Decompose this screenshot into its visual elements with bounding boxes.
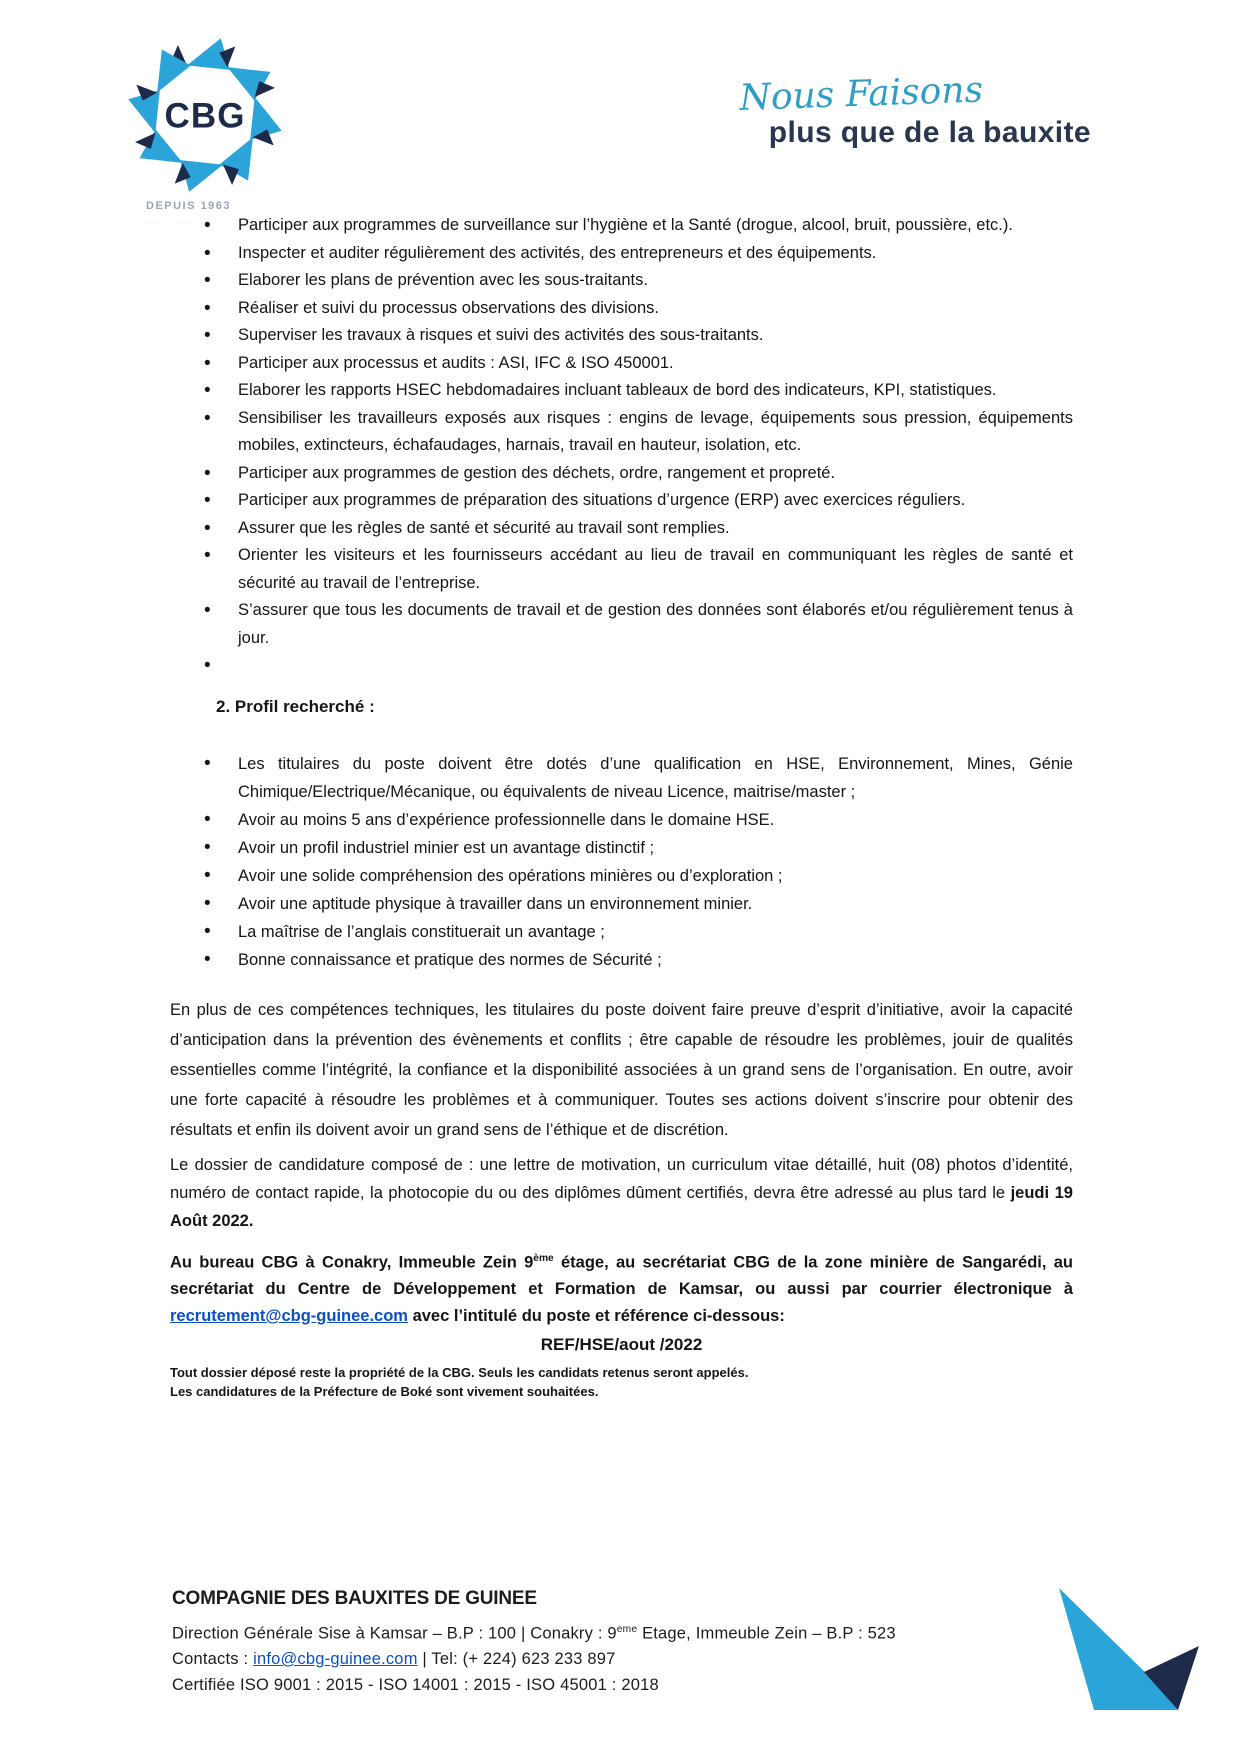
swoosh-icon: [1046, 1586, 1206, 1716]
apply-paragraph: [170, 1245, 1073, 1331]
deadline-text: jeudi 19 Août 2022.: [170, 1183, 1073, 1230]
list-item: • Participer aux programmes de gestion des déchets, ordre, rangement et propreté.: [170, 460, 1073, 488]
dossier-paragraph: [170, 1151, 1073, 1235]
logo-text: CBG: [164, 96, 246, 136]
ordinal-superscript: ème: [533, 1252, 554, 1264]
competences-paragraph: En plus de ces compétences techniques, les titulaires du poste doivent faire preuve d’esprit d’initiative, avoir la capacité d’anticipation dans la prévention des évènements et conflits ; être capable de résoudre les problèmes, jouir de qualités essentielles comme l’intégrité, la confiance et la disponibilité associées à un grand sens de l’organisation. En outre, avoir une forte capacité à résoudre les problèmes et à communiquer. Toutes ses actions doivent s’inscrire pour obtenir des résultats et enfin ils doivent avoir un grand sens de l’éthique et de discrétion.: [170, 1000, 1073, 1139]
footer-address-superscript: eme: [616, 1624, 638, 1635]
list-item: • Sensibiliser les travailleurs exposés aux risques : engins de levage, équipements sous pression, équipements mobiles, extincteurs, échafaudages, harnais, travail en hauteur, isolation, etc.: [170, 405, 1073, 460]
recruitment-email-link[interactable]: recrutement@cbg-guinee.com: [170, 1307, 408, 1325]
notes-block: [170, 1364, 1073, 1401]
list-item: • S’assurer que tous les documents de travail et de gestion des données sont élaborés et/ou régulièrement tenus à jour.: [170, 597, 1073, 652]
footer: [172, 1586, 1002, 1698]
tagline-script: Nous Faisons: [738, 69, 984, 119]
logo-since-label: DEPUIS 1963: [146, 200, 231, 212]
list-item: • Avoir au moins 5 ans d’expérience professionnelle dans le domaine HSE.: [170, 806, 1073, 834]
list-item: • Participer aux programmes de préparation des situations d’urgence (ERP) avec exercices réguliers.: [170, 487, 1073, 515]
footer-address-line: [172, 1617, 1002, 1647]
info-email-link[interactable]: info@cbg-guinee.com: [253, 1650, 418, 1668]
list-item: • Les titulaires du poste doivent être dotés d’une qualification en HSE, Environnement, Mines, Génie Chimique/Electrique/Mécanique, ou équivalents de niveau Licence, maitrise/master ;: [170, 750, 1073, 806]
list-item: • Participer aux programmes de surveillance sur l’hygiène et la Santé (drogue, alcool, bruit, poussière, etc.).: [170, 212, 1073, 240]
profile-list: [170, 750, 1073, 974]
cbg-logo-icon: [126, 36, 284, 194]
list-item: • Avoir un profil industriel minier est un avantage distinctif ;: [170, 834, 1073, 862]
list-item: • Superviser les travaux à risques et suivi des activités des sous-traitants.: [170, 322, 1073, 350]
list-item: • Réaliser et suivi du processus observations des divisions.: [170, 295, 1073, 323]
footer-contacts-line: [172, 1647, 1002, 1673]
tagline-main: plus que de la bauxite: [768, 116, 1091, 149]
tagline: [671, 69, 1091, 150]
footer-certification-line: Certifiée ISO 9001 : 2015 - ISO 14001 : 2015 - ISO 45001 : 2018: [172, 1675, 659, 1694]
apply-text-2: étage, au secrétariat CBG de la zone minière de Sangarédi, au secrétariat du Centre de Développement et Formation de Kamsar, ou aussi par courrier électronique à: [170, 1253, 1074, 1298]
apply-text-3: avec l’intitulé du poste et référence ci-dessous:: [407, 1307, 785, 1325]
footer-address-1: Direction Générale Sise à Kamsar – B.P : 100 | Conakry : 9: [172, 1624, 617, 1643]
cbg-logo: [126, 36, 296, 212]
list-item: • Bonne connaissance et pratique des normes de Sécurité ;: [170, 946, 1073, 974]
footer-address-2: Etage, Immeuble Zein – B.P : 523: [637, 1624, 896, 1643]
list-item: • Avoir une aptitude physique à travailler dans un environnement minier.: [170, 890, 1073, 918]
note-line: Les candidatures de la Préfecture de Boké sont vivement souhaitées.: [170, 1383, 599, 1399]
footer-contacts-label: Contacts :: [172, 1650, 254, 1668]
note-line: Tout dossier déposé reste la propriété de la CBG. Seuls les candidats retenus seront appelés.: [170, 1365, 749, 1380]
reference-line: REF/HSE/aout /2022: [540, 1335, 703, 1354]
list-item: • Elaborer les plans de prévention avec les sous-traitants.: [170, 267, 1073, 295]
profile-heading: 2. Profil recherché :: [216, 696, 375, 716]
list-item: • Assurer que les règles de santé et sécurité au travail sont remplies.: [170, 515, 1073, 543]
footer-company-name: COMPAGNIE DES BAUXITES DE GUINEE: [172, 1588, 537, 1609]
list-item: • Orienter les visiteurs et les fournisseurs accédant au lieu de travail en communiquant les règles de santé et sécurité au travail de l’entreprise.: [170, 542, 1073, 597]
list-item: • La maîtrise de l’anglais constituerait un avantage ;: [170, 918, 1073, 946]
document-body: [170, 212, 1073, 1401]
empty-list-item: [170, 652, 1073, 680]
dossier-text: Le dossier de candidature composé de : une lettre de motivation, un curriculum vitae détaillé, huit (08) photos d’identité, numéro de contact rapide, la photocopie du ou des diplômes dûment certifiés, devra être adressé au plus tard le: [170, 1155, 1073, 1202]
list-item: • Avoir une solide compréhension des opérations minières ou d’exploration ;: [170, 862, 1073, 890]
list-item: • Inspecter et auditer régulièrement des activités, des entrepreneurs et des équipements.: [170, 240, 1073, 268]
footer-contacts-tail: | Tel: (+ 224) 623 233 897: [417, 1650, 616, 1668]
list-item: • Elaborer les rapports HSEC hebdomadaires incluant tableaux de bord des indicateurs, KPI, statistiques.: [170, 377, 1073, 405]
apply-text-1: Au bureau CBG à Conakry, Immeuble Zein 9: [170, 1253, 534, 1271]
list-item: • Participer aux processus et audits : ASI, IFC & ISO 450001.: [170, 350, 1073, 378]
missions-list: [170, 212, 1073, 680]
